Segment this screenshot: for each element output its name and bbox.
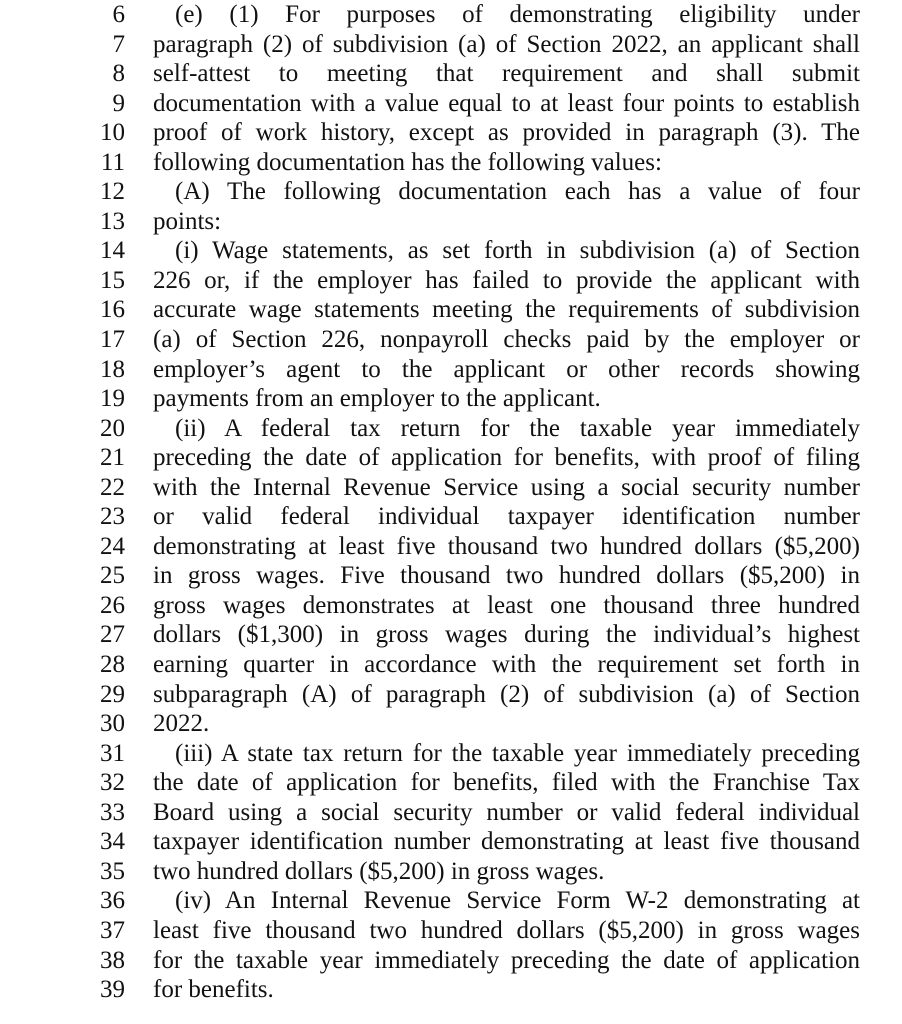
line-text: preceding the date of application for benefits, with proof of filing bbox=[153, 444, 860, 472]
document-line bbox=[0, 561, 902, 591]
line-number: 28 bbox=[100, 651, 125, 679]
document-line bbox=[0, 532, 902, 562]
document-line bbox=[0, 236, 902, 266]
line-number: 24 bbox=[100, 532, 125, 560]
line-text: (iv) An Internal Revenue Service Form W-2 demonstrating at bbox=[175, 887, 860, 915]
line-text: (i) Wage statements, as set forth in subdivision (a) of Section bbox=[175, 237, 860, 265]
line-number: 15 bbox=[100, 266, 125, 294]
line-text: the date of application for benefits, filed with the Franchise Tax bbox=[153, 769, 860, 797]
line-text: (ii) A federal tax return for the taxable year immediately bbox=[175, 414, 860, 442]
document-line bbox=[0, 709, 902, 739]
line-number: 19 bbox=[100, 385, 125, 413]
line-text: with the Internal Revenue Service using a social security number bbox=[153, 473, 860, 501]
document-line bbox=[0, 118, 902, 148]
line-text: Board using a social security number or valid federal individual bbox=[153, 798, 860, 826]
document-line bbox=[0, 89, 902, 119]
line-text: self-attest to meeting that requirement and shall submit bbox=[153, 60, 860, 88]
line-text: (iii) A state tax return for the taxable year immediately preceding bbox=[175, 739, 860, 767]
line-number: 21 bbox=[100, 444, 125, 472]
line-text: employer’s agent to the applicant or other records showing bbox=[153, 355, 860, 383]
line-text: following documentation has the following values: bbox=[153, 148, 662, 176]
line-number: 33 bbox=[100, 798, 125, 826]
line-text: demonstrating at least five thousand two hundred dollars ($5,200) bbox=[153, 532, 860, 560]
line-number: 20 bbox=[100, 414, 125, 442]
line-text: gross wages demonstrates at least one thousand three hundred bbox=[153, 591, 860, 619]
line-number: 11 bbox=[100, 148, 125, 176]
document-line bbox=[0, 177, 902, 207]
document-line bbox=[0, 827, 902, 857]
document-line bbox=[0, 384, 902, 414]
line-number: 34 bbox=[100, 828, 125, 856]
line-text: for benefits. bbox=[153, 976, 274, 1004]
line-number: 26 bbox=[100, 591, 125, 619]
line-text: for the taxable year immediately preceding the date of application bbox=[153, 946, 860, 974]
line-number: 6 bbox=[112, 1, 125, 28]
document-line bbox=[0, 650, 902, 680]
line-number: 31 bbox=[100, 739, 125, 767]
line-number: 16 bbox=[100, 296, 125, 324]
document-line bbox=[0, 59, 902, 89]
line-number: 8 bbox=[112, 60, 125, 88]
line-number: 37 bbox=[100, 916, 125, 944]
line-number: 35 bbox=[100, 857, 125, 885]
document-line bbox=[0, 473, 902, 503]
line-number: 39 bbox=[100, 976, 125, 1004]
document-line bbox=[0, 857, 902, 887]
document-line bbox=[0, 355, 902, 385]
document-line bbox=[0, 591, 902, 621]
line-number: 14 bbox=[100, 237, 125, 265]
document-line bbox=[0, 739, 902, 769]
line-number: 36 bbox=[100, 887, 125, 915]
line-text: dollars ($1,300) in gross wages during the individual’s highest bbox=[153, 621, 860, 649]
line-number: 32 bbox=[100, 769, 125, 797]
document-line bbox=[0, 916, 902, 946]
document-line bbox=[0, 325, 902, 355]
document-line bbox=[0, 443, 902, 473]
line-text: subparagraph (A) of paragraph (2) of subdivision (a) of Section bbox=[153, 680, 860, 708]
line-text: 2022. bbox=[153, 710, 210, 738]
line-text: paragraph (2) of subdivision (a) of Section 2022, an applicant shall bbox=[153, 30, 860, 58]
line-number: 38 bbox=[100, 946, 125, 974]
line-text: least five thousand two hundred dollars ($5,200) in gross wages bbox=[153, 916, 860, 944]
document-line bbox=[0, 680, 902, 710]
line-number: 10 bbox=[100, 119, 125, 147]
line-number: 12 bbox=[100, 178, 125, 206]
document-line bbox=[0, 620, 902, 650]
line-number: 23 bbox=[100, 503, 125, 531]
document-line bbox=[0, 946, 902, 976]
line-number: 29 bbox=[100, 680, 125, 708]
line-text: accurate wage statements meeting the requirements of subdivision bbox=[153, 296, 860, 324]
document-line bbox=[0, 295, 902, 325]
line-text: 226 or, if the employer has failed to provide the applicant with bbox=[153, 266, 860, 294]
line-number: 17 bbox=[100, 326, 125, 354]
document-line bbox=[0, 886, 902, 916]
line-number: 13 bbox=[100, 207, 125, 235]
line-text: documentation with a value equal to at least four points to establish bbox=[153, 89, 860, 117]
document-line bbox=[0, 502, 902, 532]
document-line bbox=[0, 148, 902, 178]
line-number: 7 bbox=[112, 30, 125, 58]
line-text: (A) The following documentation each has a value of four bbox=[175, 178, 860, 206]
line-text: two hundred dollars ($5,200) in gross wages. bbox=[153, 857, 605, 885]
line-text: in gross wages. Five thousand two hundred dollars ($5,200) in bbox=[153, 562, 860, 590]
document-line bbox=[0, 414, 902, 444]
document-line bbox=[0, 768, 902, 798]
line-number: 30 bbox=[100, 710, 125, 738]
line-text: payments from an employer to the applicant. bbox=[153, 385, 601, 413]
document-line bbox=[0, 266, 902, 296]
document-line bbox=[0, 975, 902, 1005]
line-number: 18 bbox=[100, 355, 125, 383]
document-line bbox=[0, 30, 902, 60]
line-text: taxpayer identification number demonstrating at least five thousand bbox=[153, 828, 860, 856]
document-line bbox=[0, 207, 902, 237]
line-number: 25 bbox=[100, 562, 125, 590]
line-text: or valid federal individual taxpayer identification number bbox=[153, 503, 860, 531]
line-text: (a) of Section 226, nonpayroll checks paid by the employer or bbox=[153, 326, 860, 354]
line-number: 22 bbox=[100, 473, 125, 501]
document-line bbox=[0, 0, 902, 30]
document-line bbox=[0, 798, 902, 828]
line-text: proof of work history, except as provided in paragraph (3). The bbox=[153, 119, 860, 147]
line-text: earning quarter in accordance with the requirement set forth in bbox=[153, 651, 860, 679]
line-number: 27 bbox=[100, 621, 125, 649]
line-number: 9 bbox=[112, 89, 125, 117]
line-text: (e) (1) For purposes of demonstrating eligibility under bbox=[175, 1, 860, 28]
line-text: points: bbox=[153, 207, 222, 235]
